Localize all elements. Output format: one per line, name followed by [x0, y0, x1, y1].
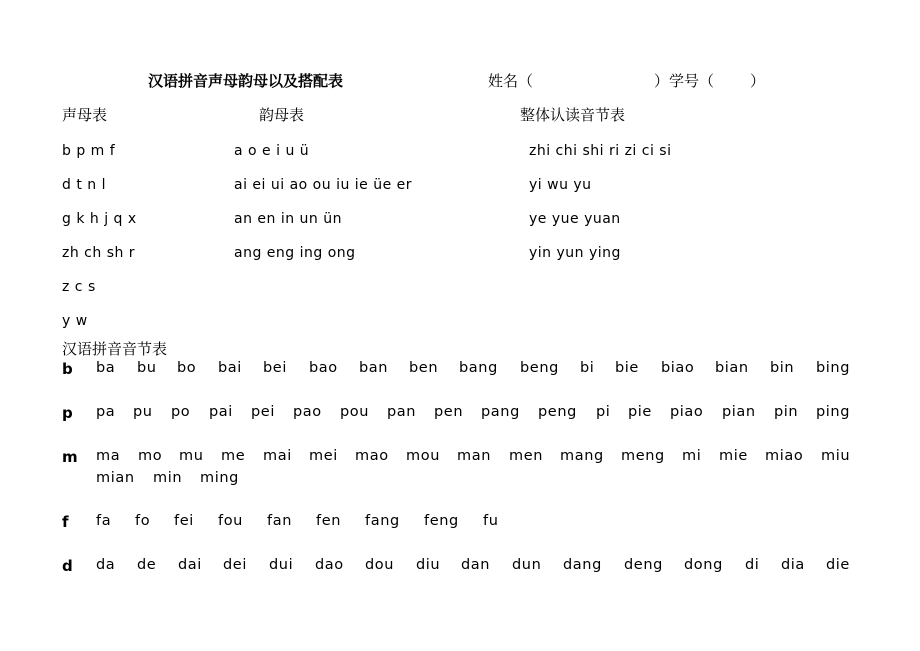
whole-syllables-row: ye yue yuan: [529, 211, 621, 227]
syllable: pao: [293, 404, 322, 420]
syllable: dao: [315, 557, 344, 573]
syllable: pu: [133, 404, 153, 420]
student-id-close: ）: [750, 72, 766, 90]
syllable: fen: [316, 513, 342, 529]
finals-row: ang eng ing ong: [234, 245, 356, 261]
finals-row: ai ei ui ao ou iu ie üe er: [234, 177, 413, 193]
syllable: mei: [309, 448, 338, 464]
syllable: bao: [309, 360, 338, 376]
syllable: diu: [416, 557, 441, 573]
syllable: dei: [223, 557, 247, 573]
syllable: ming: [200, 470, 239, 486]
syllable: min: [153, 470, 183, 486]
syllable: dai: [178, 557, 202, 573]
syllable-row-initial: m: [62, 448, 78, 466]
syllable: mai: [263, 448, 292, 464]
syllable: mao: [355, 448, 389, 464]
syllable: pai: [209, 404, 233, 420]
syllable: fo: [135, 513, 151, 529]
syllable-table-heading: 汉语拼音音节表: [62, 340, 168, 358]
syllable: miu: [821, 448, 851, 464]
syllable: piao: [670, 404, 704, 420]
syllable: dong: [684, 557, 723, 573]
syllable: po: [171, 404, 191, 420]
syllable: dou: [365, 557, 395, 573]
syllable: dui: [269, 557, 294, 573]
initials-row: g k h j q x: [62, 211, 137, 227]
syllable: fang: [365, 513, 400, 529]
syllable: fa: [96, 513, 112, 529]
syllable: de: [137, 557, 157, 573]
syllable-row-initial: b: [62, 360, 73, 378]
syllable: bei: [263, 360, 287, 376]
initials-row: z c s: [62, 279, 96, 295]
syllable: miao: [765, 448, 804, 464]
syllable: fan: [267, 513, 292, 529]
syllable: mu: [179, 448, 204, 464]
student-id-label: ）学号（: [654, 72, 715, 90]
syllable: ping: [816, 404, 851, 420]
syllable: ma: [96, 448, 121, 464]
syllable: bai: [218, 360, 242, 376]
page-title: 汉语拼音声母韵母以及搭配表: [148, 72, 344, 90]
syllable: pan: [387, 404, 417, 420]
syllable: peng: [538, 404, 577, 420]
whole-syllables-row: zhi chi shi ri zi ci si: [529, 143, 672, 159]
syllable: dia: [781, 557, 805, 573]
syllable: bi: [580, 360, 595, 376]
syllable: men: [509, 448, 544, 464]
syllable: pi: [596, 404, 611, 420]
syllable: bian: [715, 360, 749, 376]
syllable: me: [221, 448, 246, 464]
finals-heading: 韵母表: [259, 106, 305, 124]
syllable: bu: [137, 360, 157, 376]
syllable: ban: [359, 360, 389, 376]
syllable: mang: [560, 448, 604, 464]
whole-syllables-row: yi wu yu: [529, 177, 592, 193]
syllable-row-initial: p: [62, 404, 73, 422]
initials-row: zh ch sh r: [62, 245, 136, 261]
syllable: mie: [719, 448, 748, 464]
whole-syllables-heading: 整体认读音节表: [520, 106, 626, 124]
finals-row: a o e i u ü: [234, 143, 310, 159]
syllable: mi: [682, 448, 702, 464]
syllable: pin: [774, 404, 799, 420]
syllable: bing: [816, 360, 851, 376]
syllable: pen: [434, 404, 464, 420]
name-label: 姓名（: [488, 72, 534, 90]
syllable: pou: [340, 404, 370, 420]
syllable-row-initial: d: [62, 557, 73, 575]
syllable: man: [457, 448, 492, 464]
syllable: da: [96, 557, 116, 573]
syllable: mou: [406, 448, 440, 464]
syllable: mian: [96, 470, 135, 486]
whole-syllables-row: yin yun ying: [529, 245, 621, 261]
syllable: bo: [177, 360, 197, 376]
syllable: deng: [624, 557, 663, 573]
syllable: pian: [722, 404, 756, 420]
syllable-row-initial: f: [62, 513, 69, 531]
syllable: ben: [409, 360, 439, 376]
syllable: dun: [512, 557, 542, 573]
syllable: beng: [520, 360, 559, 376]
syllable: dan: [461, 557, 491, 573]
syllable: pie: [628, 404, 652, 420]
initials-heading: 声母表: [62, 106, 108, 124]
initials-row: d t n l: [62, 177, 106, 193]
syllable: die: [826, 557, 850, 573]
syllable: mo: [138, 448, 163, 464]
syllable: dang: [563, 557, 602, 573]
syllable: pa: [96, 404, 116, 420]
syllable: bang: [459, 360, 498, 376]
syllable: meng: [621, 448, 665, 464]
syllable: ba: [96, 360, 116, 376]
syllable: fu: [483, 513, 499, 529]
syllable: fei: [174, 513, 194, 529]
syllable: di: [745, 557, 760, 573]
syllable: bin: [770, 360, 795, 376]
initials-row: b p m f: [62, 143, 116, 159]
finals-row: an en in un ün: [234, 211, 342, 227]
syllable: pang: [481, 404, 520, 420]
syllable: pei: [251, 404, 275, 420]
syllable: bie: [615, 360, 639, 376]
syllable: feng: [424, 513, 459, 529]
initials-row: y w: [62, 313, 88, 329]
syllable: fou: [218, 513, 243, 529]
syllable: biao: [661, 360, 695, 376]
